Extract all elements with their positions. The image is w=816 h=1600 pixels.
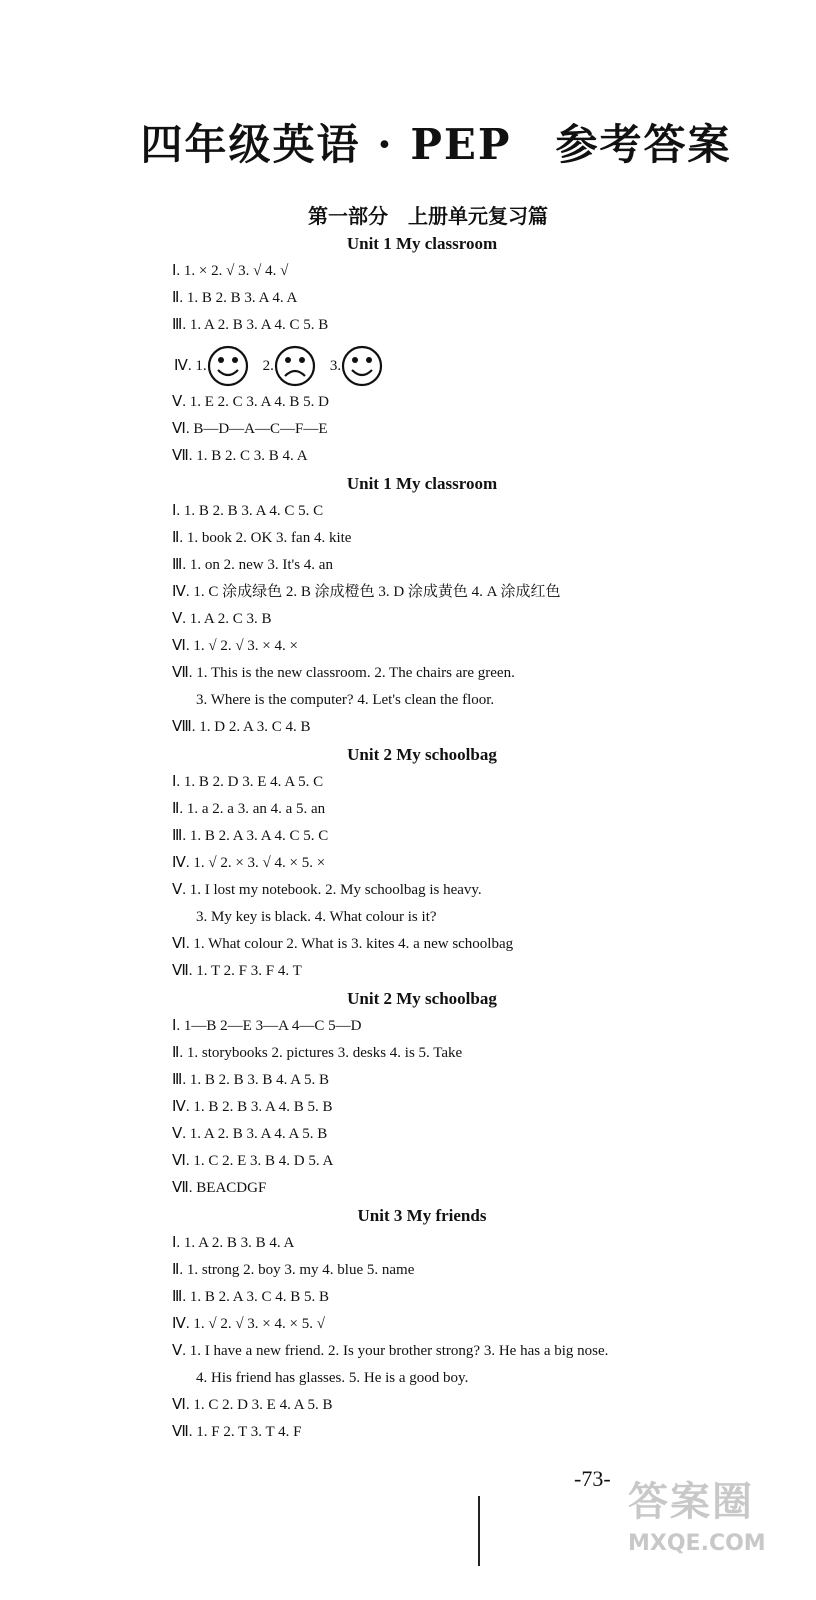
answer-line: Ⅶ. 1. B 2. C 3. B 4. A	[172, 448, 308, 464]
answer-line: Ⅷ. 1. D 2. A 3. C 4. B	[172, 719, 311, 735]
answer-line: Ⅶ. 1. This is the new classroom. 2. The chairs are green.	[172, 665, 515, 681]
answer-line: Ⅲ. 1. B 2. B 3. B 4. A 5. B	[172, 1072, 330, 1088]
answer-line-continued: 3. My key is black. 4. What colour is it?	[196, 909, 437, 925]
answer-line: Ⅱ. 1. book 2. OK 3. fan 4. kite	[172, 530, 352, 546]
answer-line: Ⅵ. 1. √ 2. √ 3. × 4. ×	[172, 638, 298, 654]
smiley-face-icon	[341, 345, 383, 387]
smiley-face-icon	[207, 345, 249, 387]
answer-line: Ⅳ. 1. B 2. B 3. A 4. B 5. B	[172, 1099, 333, 1115]
answer-line: Ⅵ. 1. C 2. E 3. B 4. D 5. A	[172, 1153, 334, 1169]
unit-heading: Unit 2 My schoolbag	[347, 989, 497, 1008]
answer-line-continued: 4. His friend has glasses. 5. He is a good boy.	[196, 1370, 469, 1386]
answer-line: Ⅰ. 1. B 2. D 3. E 4. A 5. C	[172, 774, 324, 790]
answer-line: Ⅳ. 1. C 涂成绿色 2. B 涂成橙色 3. D 涂成黄色 4. A 涂成红色	[172, 584, 561, 600]
unit-heading: Unit 2 My schoolbag	[347, 745, 497, 764]
sad-face-icon	[274, 345, 316, 387]
answer-line: Ⅲ. 1. on 2. new 3. It's 4. an	[172, 557, 333, 573]
answer-line: Ⅴ. 1. E 2. C 3. A 4. B 5. D	[172, 394, 329, 410]
watermark-text: 答案圈	[628, 1479, 754, 1525]
answer-line: Ⅱ. 1. storybooks 2. pictures 3. desks 4. is 5. Take	[172, 1045, 463, 1061]
answer-line: Ⅱ. 1. strong 2. boy 3. my 4. blue 5. name	[172, 1262, 415, 1278]
answer-line: Ⅲ. 1. B 2. A 3. C 4. B 5. B	[172, 1289, 330, 1305]
answer-line: Ⅴ. 1. I have a new friend. 2. Is your brother strong? 3. He has a big nose.	[172, 1343, 609, 1359]
answer-line: Ⅶ. BEACDGF	[172, 1180, 267, 1196]
face-label: 3.	[329, 358, 342, 374]
watermark-url: MXQE.COM	[628, 1531, 766, 1556]
answer-line: Ⅰ. 1. A 2. B 3. B 4. A	[172, 1235, 295, 1251]
answer-line: Ⅶ. 1. T 2. F 3. F 4. T	[172, 963, 302, 979]
face-label: Ⅳ. 1.	[174, 358, 207, 374]
answer-line: Ⅳ. 1. √ 2. √ 3. × 4. × 5. √	[172, 1316, 325, 1332]
divider-mark	[478, 1496, 480, 1566]
answer-line: Ⅵ. 1. C 2. D 3. E 4. A 5. B	[172, 1397, 333, 1413]
answer-line: Ⅲ. 1. B 2. A 3. A 4. C 5. C	[172, 828, 329, 844]
answer-line: Ⅴ. 1. A 2. C 3. B	[172, 611, 272, 627]
answer-line: Ⅰ. 1—B 2—E 3—A 4—C 5—D	[172, 1018, 362, 1034]
answer-line: Ⅴ. 1. I lost my notebook. 2. My schoolbag is heavy.	[172, 882, 482, 898]
answer-line: Ⅵ. B—D—A—C—F—E	[172, 421, 328, 437]
answer-line: Ⅵ. 1. What colour 2. What is 3. kites 4. a new schoolbag	[172, 936, 514, 952]
unit-heading: Unit 1 My classroom	[346, 474, 498, 493]
answer-line: Ⅰ. 1. × 2. √ 3. √ 4. √	[172, 263, 289, 279]
answer-list	[172, 230, 792, 1446]
face-label: 2.	[262, 358, 274, 374]
answer-line: Ⅰ. 1. B 2. B 3. A 4. C 5. C	[172, 503, 324, 519]
answer-line-continued: 3. Where is the computer? 4. Let's clean the floor.	[196, 692, 495, 708]
answer-line: Ⅱ. 1. a 2. a 3. an 4. a 5. an	[172, 801, 326, 817]
answer-line: Ⅶ. 1. F 2. T 3. T 4. F	[172, 1424, 302, 1440]
page-number: -73-	[574, 1466, 611, 1491]
answer-line: Ⅴ. 1. A 2. B 3. A 4. A 5. B	[172, 1126, 328, 1142]
watermark-logo	[628, 1470, 798, 1580]
answer-line: Ⅱ. 1. B 2. B 3. A 4. A	[172, 290, 298, 306]
page-title: 四年级英语 · PEP 参考答案	[140, 120, 732, 169]
unit-heading: Unit 3 My friends	[357, 1206, 487, 1225]
unit-heading: Unit 1 My classroom	[346, 234, 498, 253]
answer-line: Ⅳ. 1. √ 2. × 3. √ 4. × 5. ×	[172, 855, 326, 871]
answer-line: Ⅲ. 1. A 2. B 3. A 4. C 5. B	[172, 317, 329, 333]
part-title: 第一部分 上册单元复习篇	[308, 204, 548, 228]
answer-line-faces	[172, 345, 792, 385]
